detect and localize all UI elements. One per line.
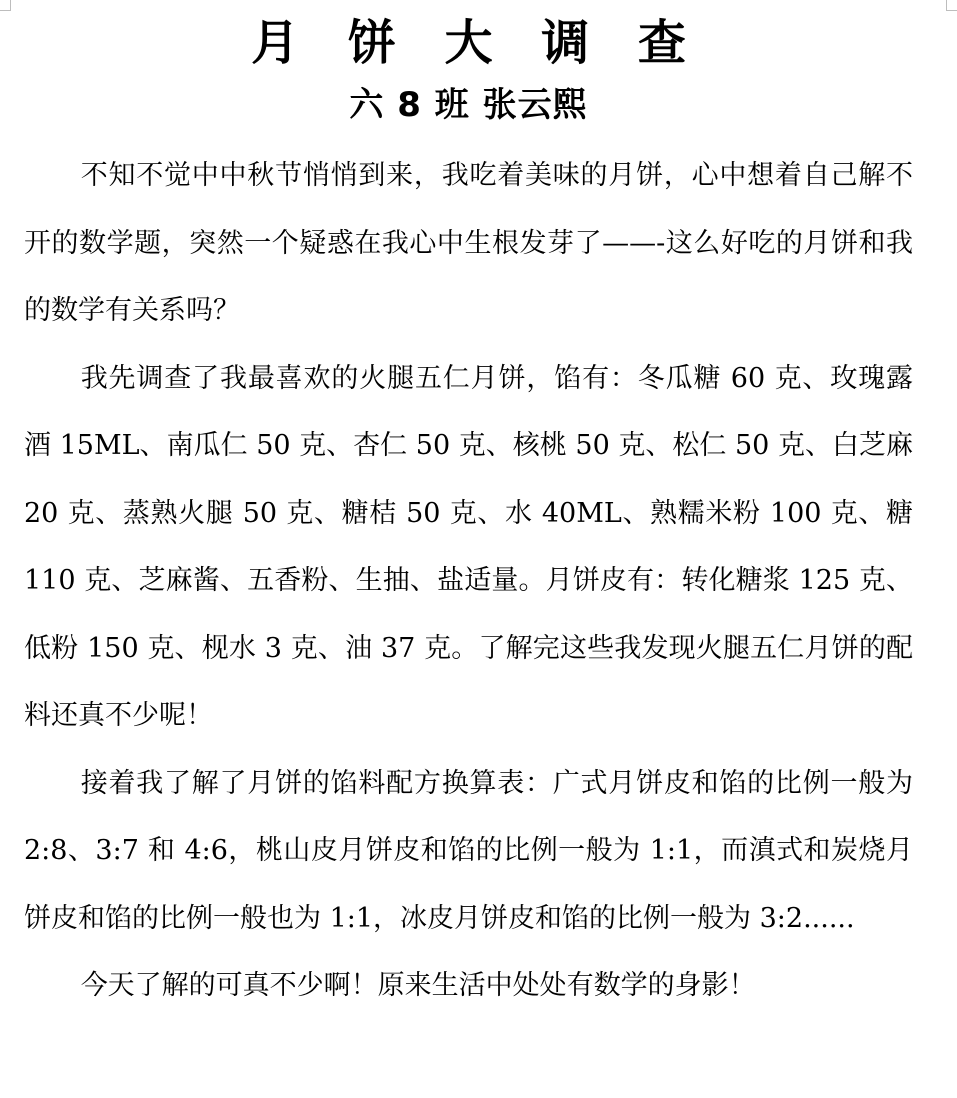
document-subtitle: 六 8 班 张云熙 [349,85,588,125]
page-corner-mark-right [946,0,957,11]
paragraph-ingredients: 我先调查了我最喜欢的火腿五仁月饼，馅有：冬瓜糖 60 克、玫瑰露酒 15ML、南瓜仁 50 克、杏仁 50 克、核桃 50 克、松仁 50 克、白芝麻 20 克、蒸熟火腿 50 克、糖桔 50 克、水 40ML、熟糯米粉 100 克、糖 110 克、芝麻酱、五香粉、生抽、盐适量。月饼皮有：转化糖浆 125 克、低粉 150 克、枧水 3 克、油 37 克。了解完这些我发现火腿五仁月饼的配料还真不少呢！ [24,362,913,731]
paragraph-ratios: 接着我了解了月饼的馅料配方换算表：广式月饼皮和馅的比例一般为 2:8、3:7 和 4:6，桃山皮月饼皮和馅的比例一般为 1:1，而滇式和炭烧月饼皮和馅的比例一般也为 1:1，冰皮月饼皮和馅的比例一般为 3:2...... [24,767,913,934]
page-corner-mark-left [0,0,11,11]
document-page [24,0,913,1020]
paragraph-intro: 不知不觉中中秋节悄悄到来，我吃着美味的月饼，心中想着自己解不开的数学题，突然一个疑惑在我心中生根发芽了——-这么好吃的月饼和我的数学有关系吗？ [24,160,913,326]
document-title: 月 饼 大 调 查 [251,15,702,71]
document-body [24,142,913,1020]
paragraph-conclusion: 今天了解的可真不少啊！原来生活中处处有数学的身影！ [80,970,756,1001]
